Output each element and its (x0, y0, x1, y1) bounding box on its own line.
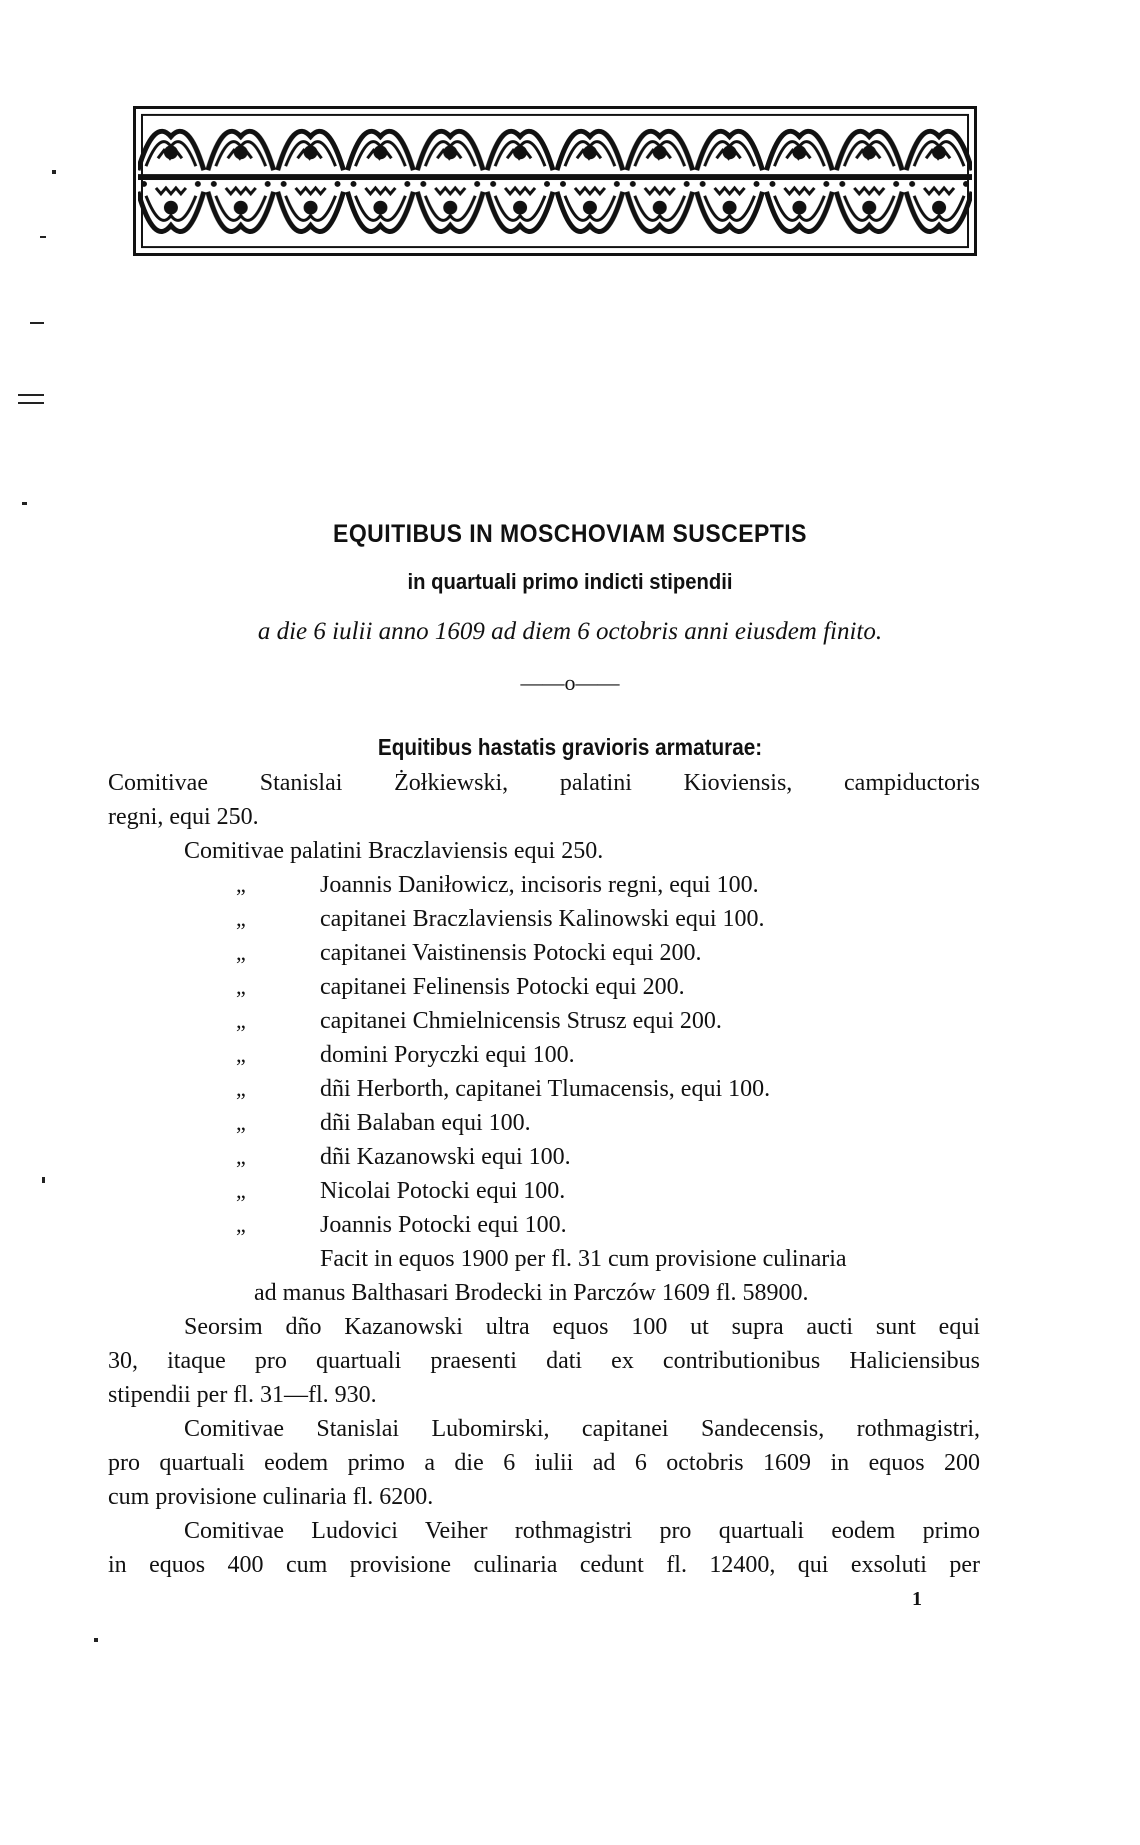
scan-speck (18, 402, 44, 404)
list-item (0, 1004, 1140, 1038)
list-item-text: Joannis Potocki equi 100. (320, 1212, 567, 1238)
paragraph-line: Comitivae Stanislai Lubomirski, capitanei Sandecensis, rothmagistri, (184, 1416, 980, 1442)
section-line-1: Comitivae Stanislai Żołkiewski, palatini Kioviensis, campiductoris (108, 770, 980, 796)
scan-speck (18, 394, 44, 396)
ditto-mark: „ (236, 1076, 246, 1101)
list-item-text: dñi Herborth, capitanei Tlumacensis, equi 100. (320, 1076, 771, 1102)
list-item-text: Nicolai Potocki equi 100. (320, 1178, 566, 1204)
paragraph-line: cum provisione culinaria fl. 6200. (108, 1484, 434, 1510)
page-title: EQUITIBUS IN MOSCHOVIAM SUSCEPTIS (333, 520, 807, 548)
scan-speck (52, 170, 56, 174)
section-heading: Equitibus hastatis gravioris armaturae: (377, 734, 763, 760)
list-item (0, 970, 1140, 1004)
paragraph-line: stipendii per fl. 31—fl. 930. (108, 1382, 377, 1408)
list-item (0, 1106, 1140, 1140)
paragraph-line: in equos 400 cum provisione culinaria cedunt fl. 12400, qui exsoluti per (108, 1552, 980, 1578)
paragraph-line: Comitivae Ludovici Veiher rothmagistri pro quartuali eodem primo (184, 1518, 980, 1544)
ditto-mark: „ (236, 1008, 246, 1033)
summary-line-1: Facit in equos 1900 per fl. 31 cum provisione culinaria (320, 1246, 847, 1272)
list-item (0, 1072, 1140, 1106)
list-item-text: Joannis Daniłowicz, incisoris regni, equi 100. (320, 872, 759, 898)
scan-speck (40, 236, 46, 238)
ditto-mark: „ (236, 906, 246, 931)
list-item-text: dñi Kazanowski equi 100. (320, 1144, 571, 1170)
ditto-mark: „ (236, 1178, 246, 1203)
ditto-mark: „ (236, 974, 246, 999)
list-item (0, 868, 1140, 902)
paragraph-line: 30, itaque pro quartuali praesenti dati ex contributionibus Haliciensibus (108, 1348, 980, 1374)
paragraph-line: Seorsim dño Kazanowski ultra equos 100 ut supra aucti sunt equi (184, 1314, 980, 1340)
scan-speck (22, 502, 27, 505)
ditto-mark: „ (236, 940, 246, 965)
list-item (0, 1174, 1140, 1208)
ditto-mark: „ (236, 1110, 246, 1135)
scan-speck (42, 1177, 45, 1183)
paragraph-line: pro quartuali eodem primo a die 6 iulii ad 6 octobris 1609 in equos 200 (108, 1450, 980, 1476)
page-subtitle: in quartuali primo indicti stipendii (407, 569, 733, 594)
date-range-line: a die 6 iulii anno 1609 ad diem 6 octobris anni eiusdem finito. (257, 618, 883, 645)
list-item (0, 1140, 1140, 1174)
list-item (0, 1208, 1140, 1242)
list-item (0, 936, 1140, 970)
list-item-text: dñi Balaban equi 100. (320, 1110, 531, 1136)
list-item (0, 902, 1140, 936)
page-number: 1 (912, 1588, 922, 1610)
section-divider: ——o—— (520, 670, 620, 695)
section-line-3: Comitivae palatini Braczlaviensis equi 250. (184, 838, 604, 864)
list-item (0, 1038, 1140, 1072)
ditto-mark: „ (236, 872, 246, 897)
ornament-pattern-icon (136, 109, 974, 253)
ornamental-header-band (133, 106, 977, 256)
scan-speck (30, 322, 44, 324)
ditto-mark: „ (236, 1212, 246, 1237)
list-item-text: capitanei Felinensis Potocki equi 200. (320, 974, 685, 1000)
scan-speck (94, 1638, 98, 1642)
list-item-text: capitanei Braczlaviensis Kalinowski equi 100. (320, 906, 765, 932)
ditto-mark: „ (236, 1042, 246, 1067)
section-line-2: regni, equi 250. (108, 804, 259, 830)
list-item-text: capitanei Chmielnicensis Strusz equi 200. (320, 1008, 722, 1034)
list-item-text: domini Poryczki equi 100. (320, 1042, 575, 1068)
list-item-text: capitanei Vaistinensis Potocki equi 200. (320, 940, 702, 966)
ditto-mark: „ (236, 1144, 246, 1169)
summary-line-2: ad manus Balthasari Brodecki in Parczów 1609 fl. 58900. (254, 1280, 809, 1306)
